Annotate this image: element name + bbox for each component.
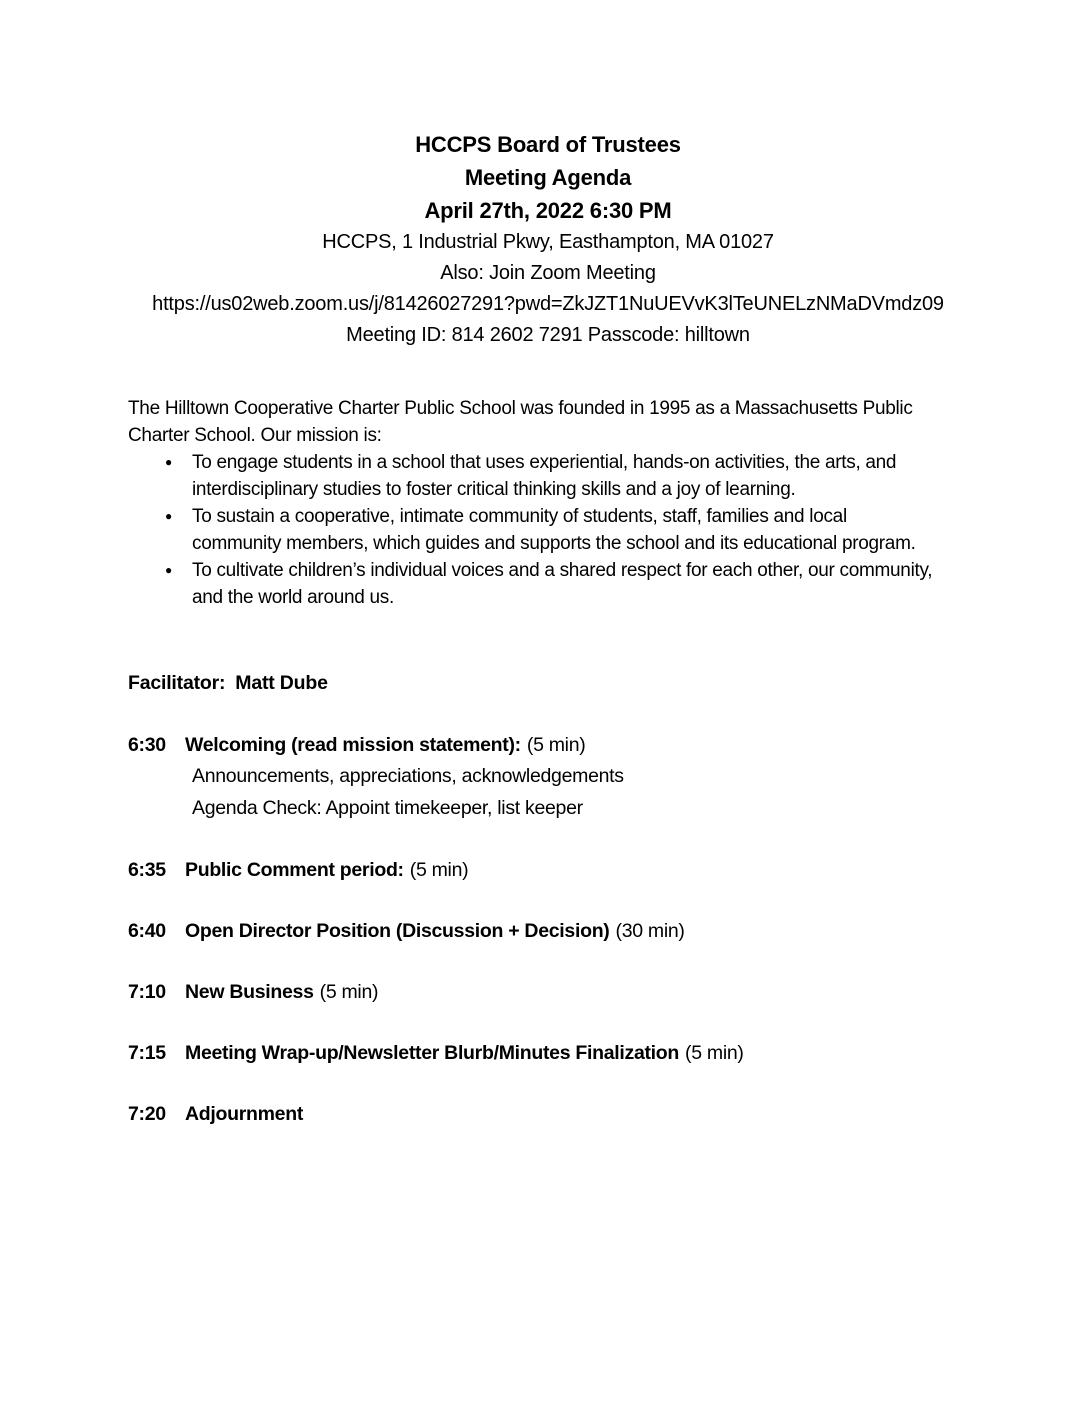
mission-bullet-1 [128, 449, 968, 503]
agenda-duration: (5 min) [319, 981, 379, 1003]
mission-bullet-2 [128, 503, 968, 557]
mission-intro: The Hilltown Cooperative Charter Public School was founded in 1995 as a Massachusetts Public Charter School. Our mission is: [128, 398, 913, 446]
meeting-datetime: April 27th, 2022 6:30 PM [424, 198, 672, 223]
agenda-duration: (30 min) [615, 920, 685, 942]
bullet-icon: ● [165, 509, 172, 523]
agenda-duration: (5 min) [685, 1042, 744, 1064]
agenda-time: 7:15 [128, 1042, 166, 1064]
facilitator-label: Facilitator: [128, 672, 226, 694]
agenda-item-main [128, 917, 968, 945]
mission-bullet-text: To engage students in a school that uses experiential, hands-on activities, the arts, and interdisciplinary studies to foster critical thinking skills and a joy of learning. [192, 452, 897, 500]
agenda-title: Public Comment period: [185, 859, 404, 881]
agenda-item-main [128, 978, 968, 1006]
meeting-location: HCCPS, 1 Industrial Pkwy, Easthampton, MA 01027 [322, 231, 774, 253]
agenda-item-main [128, 1100, 968, 1128]
agenda-item-main [128, 856, 968, 884]
agenda-list [128, 731, 968, 1128]
agenda-time: 6:30 [128, 734, 166, 756]
agenda-item-welcoming [128, 731, 968, 823]
document-header [128, 128, 968, 351]
agenda-title: New Business [185, 981, 314, 1003]
page-subtitle: Meeting Agenda [464, 165, 632, 190]
bullet-icon: ● [165, 455, 172, 469]
facilitator-line [128, 669, 968, 697]
zoom-invite-label: Also: Join Zoom Meeting [440, 262, 656, 284]
agenda-title: Meeting Wrap-up/Newsletter Blurb/Minutes Finalization [185, 1042, 680, 1064]
agenda-title: Welcoming (read mission statement): [185, 734, 521, 756]
agenda-item-new-business [128, 978, 968, 1006]
mission-bullet-3 [128, 557, 968, 611]
mission-bullet-text: To cultivate children’s individual voices and a shared respect for each other, our community, and the world around us. [192, 560, 933, 608]
agenda-title: Open Director Position (Discussion + Decision) [185, 920, 610, 942]
agenda-subline: Agenda Check: Appoint timekeeper, list keeper [192, 797, 583, 819]
agenda-item-main [128, 731, 968, 759]
mission-bullet-text: To sustain a cooperative, intimate community of students, staff, families and local community members, which guides and supports the school and its educational program. [192, 506, 916, 554]
agenda-duration: (5 min) [409, 859, 469, 881]
agenda-item-open-director [128, 917, 968, 945]
agenda-item-wrap-up [128, 1039, 968, 1067]
agenda-time: 6:35 [128, 859, 166, 881]
bullet-icon: ● [165, 563, 172, 577]
mission-section [128, 395, 968, 611]
agenda-item-main [128, 1039, 968, 1067]
agenda-time: 7:10 [128, 981, 166, 1003]
agenda-subline: Announcements, appreciations, acknowledgements [192, 765, 624, 787]
agenda-time: 6:40 [128, 920, 166, 942]
zoom-meeting-url: https://us02web.zoom.us/j/81426027291?pwd=ZkJZT1NuUEVvK3lTeUNELzNMaDVmdz09 [152, 293, 944, 315]
agenda-title: Adjournment [185, 1103, 304, 1125]
agenda-time: 7:20 [128, 1103, 166, 1125]
page-title: HCCPS Board of Trustees [415, 132, 681, 157]
agenda-item-adjournment [128, 1100, 968, 1128]
facilitator-name: Matt Dube [235, 672, 328, 694]
agenda-duration: (5 min) [526, 734, 586, 756]
agenda-item-public-comment [128, 856, 968, 884]
meeting-id-passcode: Meeting ID: 814 2602 7291 Passcode: hilltown [346, 324, 750, 346]
